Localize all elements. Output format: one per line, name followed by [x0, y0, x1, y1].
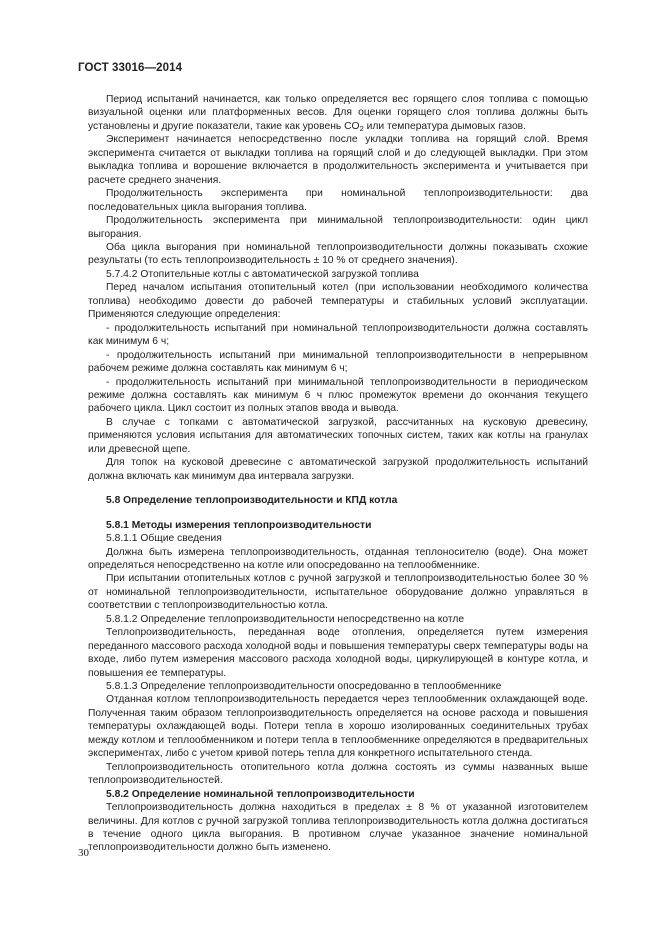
paragraph: Период испытаний начинается, как только определяется вес горящего слоя топлива с помощью визуальной оценки или платформенных весов. Для оценки горящего слоя топлива должны быть установлены и другие показатели, такие как уровень $CO_2$ или температура дымовых газов.: [88, 94, 588, 133]
paragraph: Теплопроизводительность должна находиться в пределах ± 8 % от указанной изготовителем величины. Для котлов с ручной загрузкой топлива теплопроизводительность котла должна достигаться в течение одного цикла выгорания. В противном случае указанное значение номинальной теплопроизводительности должно быть изменено.: [88, 802, 588, 854]
paragraph: Для топок на кусковой древесине с автоматической загрузкой продолжительность испытаний должна включать как минимум два интервала загрузки.: [88, 457, 588, 482]
paragraph: Должна быть измерена теплопроизводительность, отданная теплоносителю (воде). Она может определяться непосредственно на котле или опосредованно на теплообменнике.: [88, 546, 588, 571]
section-heading: 5.8 Определение теплопроизводительности и КПД котла: [106, 495, 398, 507]
paragraph: Отданная котлом теплопроизводительность передается через теплообменник охлаждающей воде. Полученная таким образом теплопроизводительность определяется на основе расхода и повышения температуры охлаждающей воды. Потери тепла в хорошо изолированных соединительных трубах между котлом и теплообменником и потери тепла в теплообменнике определяются в предварительных экспериментах, либо с учетом кривой потерь тепла для конкретного испытательного стенда.: [88, 694, 588, 760]
section-spacer: [88, 508, 588, 519]
section-heading: 5.8.2 Определение номинальной теплопроизводительности: [106, 788, 415, 800]
paragraph: Теплопроизводительность, переданная воде отопления, определяется путем измерения переданного массового расхода холодной воды и повышения температуры сверх температуры воды на входе, либо путем измерения массового расхода холодной воды, циркулирующей в контуре котла, и повышения ее температуры.: [88, 627, 588, 679]
page-number: 30: [78, 847, 89, 859]
paragraph: 5.8.1.1 Общие сведения: [106, 533, 222, 545]
paragraph: - продолжительность испытаний при минимальной теплопроизводительности в непрерывном рабочем режиме должна составлять как минимум 6 ч;: [88, 349, 588, 375]
paragraph: 5.8.1.2 Определение теплопроизводительности непосредственно на котле: [106, 613, 465, 625]
paragraph: Перед началом испытания отопительный котел (при использовании необходимого количества топлива) необходимо довести до рабочей температуры и стабильных условий эксплуатации. Применяются следующие определения:: [88, 282, 588, 321]
paragraph: - продолжительность испытаний при минимальной теплопроизводительности в периодическом режиме должна составлять как минимум 6 ч плюс промежуток времени до окончания текущего рабочего цикла. Цикл состоит из полных этапов ввода и вывода.: [88, 376, 588, 415]
paragraph: Продолжительность эксперимента при номинальной теплопроизводительности: два последовательных цикла выгорания топлива.: [88, 188, 588, 213]
paragraph: Продолжительность эксперимента при минимальной теплопроизводительности: один цикл выгорания.: [88, 215, 588, 240]
paragraph: Эксперимент начинается непосредственно после укладки топлива на горящий слой. Время эксперимента считается от выкладки топлива на горящий слой и до следующей выкладки. При этом выкладка топлива и ворошение включается в продолжительность эксперимента и учитывается при расчете среднего значения.: [88, 134, 588, 186]
paragraph: - продолжительность испытаний при номинальной теплопроизводительности должна составлять как минимум 6 ч;: [88, 322, 588, 348]
document-body: [88, 93, 588, 855]
paragraph: 5.8.1.3 Определение теплопроизводительности опосредованно в теплообменнике: [106, 681, 502, 693]
paragraph: 5.7.4.2 Отопительные котлы с автоматической загрузкой топлива: [106, 268, 419, 280]
section-heading: 5.8.1 Методы измерения теплопроизводительности: [106, 519, 372, 531]
paragraph: При испытании отопительных котлов с ручной загрузкой и теплопроизводительностью более 30 % от номинальной теплопроизводительности, испытательное оборудование должно управляться в соответствии с теплопроизводительностью котла.: [88, 573, 588, 612]
paragraph: Оба цикла выгорания при номинальной теплопроизводительности должны показывать схожие результаты (то есть теплопроизводительность ± 10 % от среднего значения).: [88, 241, 588, 267]
paragraph: В случае с топками с автоматической загрузкой, рассчитанных на кусковую древесину, применяются условия испытания для автоматических топочных систем, таких как котлы на гранулах или древесной щепе.: [88, 416, 588, 455]
document-header: ГОСТ 33016—2014: [78, 62, 183, 74]
section-spacer: [88, 483, 588, 494]
paragraph: Теплопроизводительность отопительного котла должна состоять из суммы названных выше теплопроизводительностей.: [88, 761, 588, 787]
